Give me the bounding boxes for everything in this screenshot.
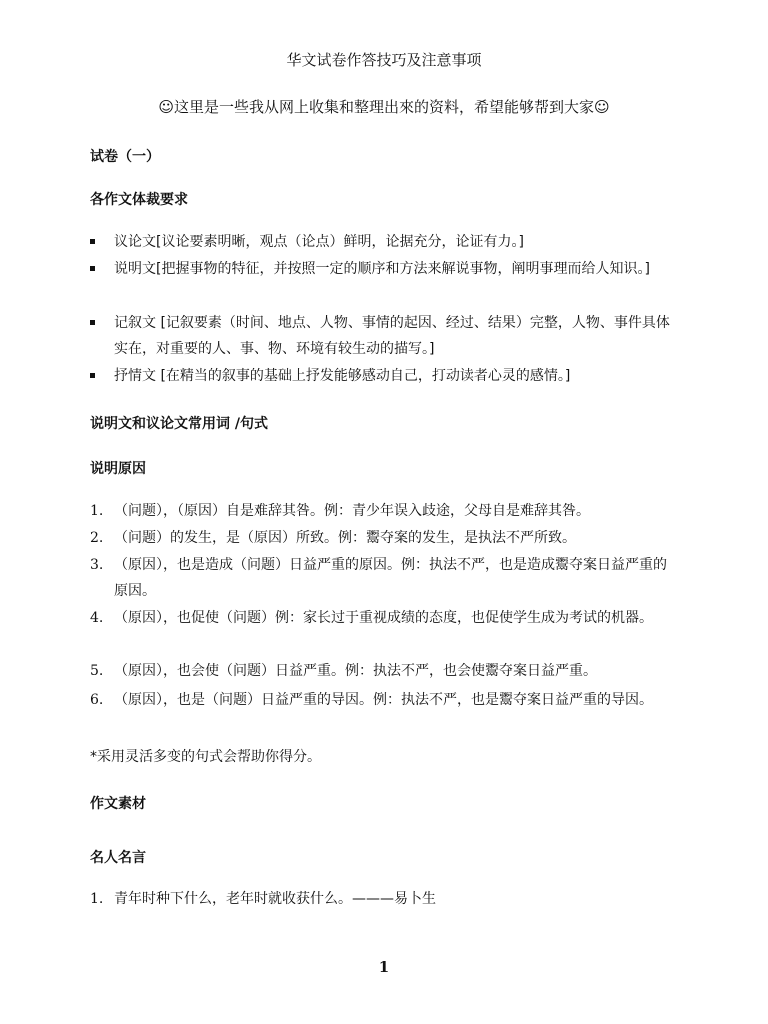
item-number: 3. [90,557,104,573]
heading-explain-causes: 说明原因 [90,461,146,477]
item-text: （问题）的发生，是（原因）所致。例：鬻夺案的发生，是执法不严所致。 [114,530,576,546]
item-number: 4. [90,610,104,626]
item-number: 6. [90,692,104,708]
heading-genre-requirements: 各作文体裁要求 [90,192,188,208]
item-text: （问题），（原因）自是难辞其咎。例：青少年误入歧途，父母自是难辞其咎。 [114,503,590,519]
item-number: 1. [90,891,104,907]
item-text: （原因），也是造成（问题）日益严重的原因。例：执法不严，也是造成鬻夺案日益严重的原因。 [114,557,667,599]
section-heading-paper-one: 试卷（一） [90,149,160,165]
item-number: 2. [90,530,104,546]
bullet-text: 抒情文 [在精当的叙事的基础上抒发能够感动自己，打动读者心灵的感情。] [114,368,571,384]
item-text: （原因），也是（问题）日益严重的导因。例：执法不严，也是鬻夺案日益严重的导因。 [114,692,653,708]
intro-line: ☺这里是一些我从网上收集和整理出來的资料，希望能够帮到大家☺ [158,98,610,116]
bullet-icon [90,320,95,325]
document-title: 华文试卷作答技巧及注意事项 [286,51,482,69]
item-number: 5. [90,663,104,679]
item-number: 1. [90,503,104,519]
heading-common-phrases: 说明文和议论文常用词 /句式 [90,416,268,432]
page-number: 1 [378,958,390,976]
item-text: （原因），也会使（问题）日益严重。例：执法不严，也会使鬻夺案日益严重。 [114,663,597,679]
footnote: *采用灵活多变的句式会帮助你得分。 [90,749,321,765]
item-text: （原因），也促使（问题）例：家长过于重视成绩的态度，也促使学生成为考试的机器。 [114,610,653,626]
heading-writing-material: 作文素材 [90,796,146,812]
bullet-icon [90,239,95,244]
bullet-icon [90,373,95,378]
bullet-text: 议论文[议论要素明晰，观点（论点）鲜明，论据充分，论证有力。] [114,234,524,250]
bullet-icon [90,266,95,271]
bullet-text: 说明文[把握事物的特征，并按照一定的顺序和方法来解说事物，阐明事理而给人知识。] [114,261,650,277]
item-text: 青年时种下什么，老年时就收获什么。———易卜生 [114,891,436,907]
bullet-text: 记叙文 [记叙要素（时间、地点、人物、事情的起因、经过、结果）完整，人物、事件具体实在，对重要的人、事、物、环境有较生动的描写。] [114,315,670,357]
heading-famous-quotes: 名人名言 [90,850,146,866]
